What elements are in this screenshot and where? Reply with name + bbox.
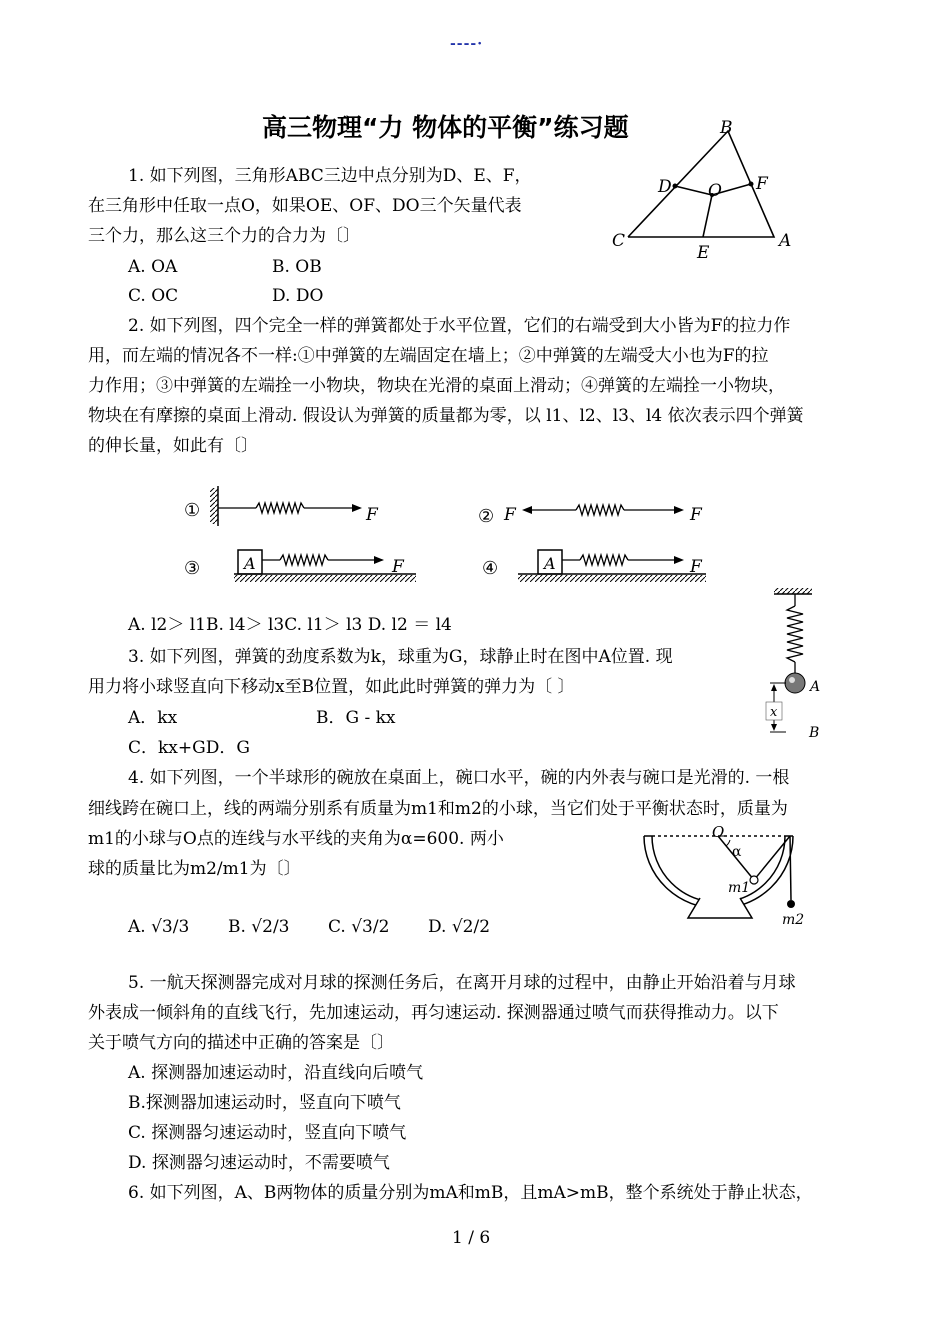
m2-label: m2 xyxy=(782,912,805,928)
q1-option-a: A. OA xyxy=(128,257,178,277)
m1-label: m1 xyxy=(728,880,751,896)
label-f: F xyxy=(756,174,768,194)
force-label-2a: F xyxy=(504,505,516,525)
q4-line-3: m1的小球与O点的连线与水平线的夹角为α=600. 两小 xyxy=(88,829,504,849)
q1-option-b: B. OB xyxy=(272,257,322,277)
bowl-center-o-label: O xyxy=(712,823,725,841)
hanging-spring-figure xyxy=(760,586,840,746)
label-a: A xyxy=(779,231,792,251)
q1-line-1: 1. 如下列图，三角形ABC三边中点分别为D、E、F， xyxy=(128,166,532,186)
label-o: O xyxy=(708,181,722,201)
q4-option-b: B. √2/3 xyxy=(228,917,290,937)
q3-option-cd: C．kx+GD．G xyxy=(128,738,250,758)
q2-line-1: 2. 如下列图，四个完全一样的弹簧都处于水平位置，它们的右端受到大小皆为F的拉力作 xyxy=(128,316,791,336)
triangle-figure xyxy=(600,115,810,265)
page-header: ----· xyxy=(450,36,484,52)
case-4-label: ④ xyxy=(482,558,499,579)
page-number: 1 / 6 xyxy=(452,1228,491,1248)
q5-line-3: 关于喷气方向的描述中正确的答案是〔〕 xyxy=(88,1033,394,1053)
block-label-4: A xyxy=(544,554,556,573)
bowl-figure xyxy=(640,822,820,932)
q3-option-b: B．G - kx xyxy=(316,708,396,728)
q3-line-2: 用力将小球竖直向下移动x至B位置，如此此时弹簧的弹力为〔 〕 xyxy=(88,677,575,697)
q4-option-d: D. √2/2 xyxy=(428,917,491,937)
q3-option-a: A．kx xyxy=(128,708,178,728)
q6-line-1: 6. 如下列图，A、B两物体的质量分别为mA和mB，且mA>mB，整个系统处于静止状态， xyxy=(128,1183,813,1203)
q4-option-c: C. √3/2 xyxy=(328,917,390,937)
q2-line-5: 的伸长量，如此有〔〕 xyxy=(88,436,258,456)
label-b: B xyxy=(720,118,733,138)
q5-line-2: 外表成一倾斜角的直线飞行，先加速运动，再匀速运动. 探测器通过喷气而获得推动力。以下 xyxy=(88,1003,779,1023)
label-c: C xyxy=(612,231,626,251)
label-d: D xyxy=(658,177,672,197)
displacement-x-label: x xyxy=(770,705,778,720)
q4-line-2: 细线跨在碗口上，线的两端分别系有质量为m1和m2的小球，当它们处于平衡状态时，质量为 xyxy=(88,799,788,819)
page-title: 高三物理“力 物体的平衡”练习题 xyxy=(262,113,629,142)
q5-line-1: 5. 一航天探测器完成对月球的探测任务后，在离开月球的过程中，由静止开始沿着与月球 xyxy=(128,973,796,993)
q5-option-c: C. 探测器匀速运动时，竖直向下喷气 xyxy=(128,1123,407,1143)
q1-line-2: 在三角形中任取一点O，如果OE、OF、DO三个矢量代表 xyxy=(88,196,522,216)
q2-line-3: 力作用；③中弹簧的左端拴一小物块，物块在光滑的桌面上滑动；④弹簧的左端拴一小物块， xyxy=(88,376,785,396)
q5-option-d: D. 探测器匀速运动时，不需要喷气 xyxy=(128,1153,390,1173)
force-label-1: F xyxy=(366,505,378,525)
q5-option-b: B.探测器加速运动时，竖直向下喷气 xyxy=(128,1093,401,1113)
springs-figure xyxy=(170,482,730,592)
force-label-4: F xyxy=(690,557,702,577)
q2-line-2: 用，而左端的情况各不一样:①中弹簧的左端固定在墙上；②中弹簧的左端受大小也为F的拉 xyxy=(88,346,769,366)
label-e: E xyxy=(697,243,710,263)
q1-option-c: C. OC xyxy=(128,286,179,306)
position-b-label: B xyxy=(809,725,820,741)
q4-line-1: 4. 如下列图，一个半球形的碗放在桌面上，碗口水平，碗的内外表与碗口是光滑的. 一根 xyxy=(128,768,790,788)
q1-line-3: 三个力，那么这三个力的合力为〔〕 xyxy=(88,226,360,246)
q1-option-d: D. DO xyxy=(272,286,324,306)
q2-options: A. l2＞ l1B. l4＞ l3C. l1＞ l3 D. l2 ＝ l4 xyxy=(128,615,452,635)
angle-alpha-label: α xyxy=(732,844,742,860)
q2-line-4: 物块在有摩擦的桌面上滑动. 假设认为弹簧的质量都为零，以 l1、l2、l3、l4 依次表示四个弹簧 xyxy=(88,406,804,426)
q4-line-4: 球的质量比为m2/m1为〔〕 xyxy=(88,859,301,879)
force-label-2b: F xyxy=(690,505,702,525)
case-1-label: ① xyxy=(184,500,201,521)
block-label-3: A xyxy=(244,554,256,573)
case-3-label: ③ xyxy=(184,558,201,579)
force-label-3: F xyxy=(392,557,404,577)
case-2-label: ② xyxy=(478,506,495,527)
q5-option-a: A. 探测器加速运动时，沿直线向后喷气 xyxy=(128,1063,424,1083)
q4-option-a: A. √3/3 xyxy=(128,917,190,937)
q3-line-1: 3. 如下列图，弹簧的劲度系数为k，球重为G，球静止时在图中A位置. 现 xyxy=(128,647,673,667)
position-a-label: A xyxy=(810,679,821,695)
